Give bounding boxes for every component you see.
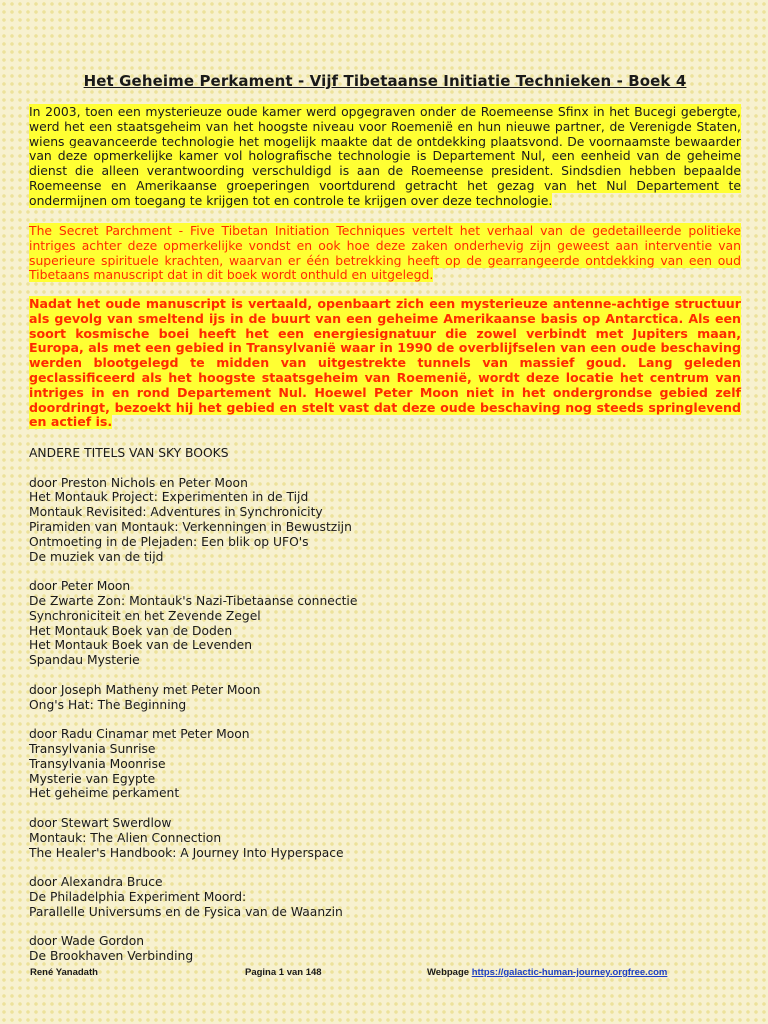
book-title: De Brookhaven Verbinding <box>29 949 194 964</box>
author-line: door Wade Gordon <box>29 934 145 949</box>
list-spacer <box>29 668 741 683</box>
paragraph-intro-text: In 2003, toen een mysterieuze oude kamer werd opgegraven onder de Roemeense Sfinx in het Bucegi gebergte, werd het een staatsgeheim van het hoogste niveau voor Roemenië en hun nieuwe partner, de Verenigde Staten, wiens geavanceerde technologie het mogelijk maakte dat de ontdekking plaatsvond. De voornaamste bewaarder van deze opmerkelijke kamer vol holografische technologie is Departement Nul, een eenheid van de geheime dienst die alleen verantwoording verschuldigd is aan de Roemeense president. Sindsdien hebben bepaalde Roemeense en Amerikaanse groeperingen voortdurend getracht het gezag van het Nul Departement te ondermijnen om toegang te krijgen tot en controle te krijgen over deze technologie. <box>29 104 741 208</box>
book-title: Ontmoeting in de Plejaden: Een blik op UFO's <box>29 534 309 549</box>
list-spacer <box>29 801 741 816</box>
paragraph-antarctica <box>29 297 741 430</box>
page-footer <box>29 967 741 981</box>
author-line: door Peter Moon <box>29 579 131 594</box>
book-title: Piramiden van Montauk: Verkenningen in Bewustzijn <box>29 519 352 534</box>
author-line: door Alexandra Bruce <box>29 875 163 890</box>
list-spacer <box>29 920 741 935</box>
footer-author: René Yanadath <box>30 967 98 978</box>
paragraph-intro <box>29 105 741 209</box>
author-line: door Radu Cinamar met Peter Moon <box>29 727 250 742</box>
book-title: Het Montauk Boek van de Doden <box>29 623 233 638</box>
book-title: Ong's Hat: The Beginning <box>29 697 187 712</box>
book-title: De muziek van de tijd <box>29 549 164 564</box>
book-title: Parallelle Universums en de Fysica van de Waanzin <box>29 904 343 919</box>
author-line: door Preston Nichols en Peter Moon <box>29 475 248 490</box>
book-title: Het Montauk Project: Experimenten in de Tijd <box>29 490 309 505</box>
list-spacer <box>29 860 741 875</box>
paragraph-secret-parchment-text: The Secret Parchment - Five Tibetan Initiation Techniques vertelt het verhaal van de gedetailleerde politieke intriges achter deze opmerkelijke vondst en ook hoe deze zaken onderhevig zijn geweest aan interventie van superieure spirituele krachten, waarvan er één betrekking heeft op de gearrangeerde ontdekking van een oud Tibetaans manuscript dat in dit boek wordt onthuld en uitgelegd. <box>29 223 741 283</box>
book-title: Transylvania Sunrise <box>29 741 156 756</box>
other-titles-heading: ANDERE TITELS VAN SKY BOOKS <box>29 446 229 460</box>
book-title: Het Montauk Boek van de Levenden <box>29 638 253 653</box>
book-title: De Zwarte Zon: Montauk's Nazi-Tibetaanse connectie <box>29 593 358 608</box>
book-title: Montauk Revisited: Adventures in Synchronicity <box>29 505 323 520</box>
paragraph-antarctica-text: Nadat het oude manuscript is vertaald, openbaart zich een mysterieuze antenne-achtige structuur als gevolg van smeltend ijs in de buurt van een geheime Amerikaanse basis op Antarctica. Als een soort kosmische boei heeft het een energiesignatuur die zowel verbindt met Jupiters maan, Europa, als met een gebied in Transylvanië waar in 1990 de overblijfselen van een oude beschaving werden blootgelegd te midden van uitgestrekte tunnels van massief goud. Lang geleden geclassificeerd als het hoogste staatsgeheim van Roemenië, wordt deze locatie het centrum van intriges in en rond Departement Nul. Hoewel Peter Moon niet in het ondergrondse gebied zelf doordringt, bezoekt hij het gebied en stelt vast dat deze oude beschaving nog steeds springlevend en actief is. <box>29 296 741 430</box>
footer-web <box>427 967 667 978</box>
footer-web-label: Webpage <box>427 967 470 978</box>
book-title: Het geheime perkament <box>29 786 180 801</box>
footer-web-link[interactable]: https://galactic-human-journey.orgfree.com <box>471 967 668 978</box>
author-line: door Joseph Matheny met Peter Moon <box>29 682 261 697</box>
book-title: De Philadelphia Experiment Moord: <box>29 889 247 904</box>
book-title: Mysterie van Egypte <box>29 771 156 786</box>
book-title: Spandau Mysterie <box>29 653 140 668</box>
paragraph-secret-parchment <box>29 224 741 283</box>
other-titles-list <box>29 446 741 964</box>
list-spacer <box>29 564 741 579</box>
footer-page-number: Pagina 1 van 148 <box>245 967 322 978</box>
book-title: Transylvania Moonrise <box>29 756 166 771</box>
page-title: Het Geheime Perkament - Vijf Tibetaanse Initiatie Technieken - Boek 4 <box>83 72 687 90</box>
author-line: door Stewart Swerdlow <box>29 815 172 830</box>
book-title: Montauk: The Alien Connection <box>29 830 222 845</box>
list-spacer <box>29 712 741 727</box>
book-title: The Healer's Handbook: A Journey Into Hyperspace <box>29 845 344 860</box>
book-title: Synchroniciteit en het Zevende Zegel <box>29 608 261 623</box>
list-spacer <box>29 461 741 476</box>
